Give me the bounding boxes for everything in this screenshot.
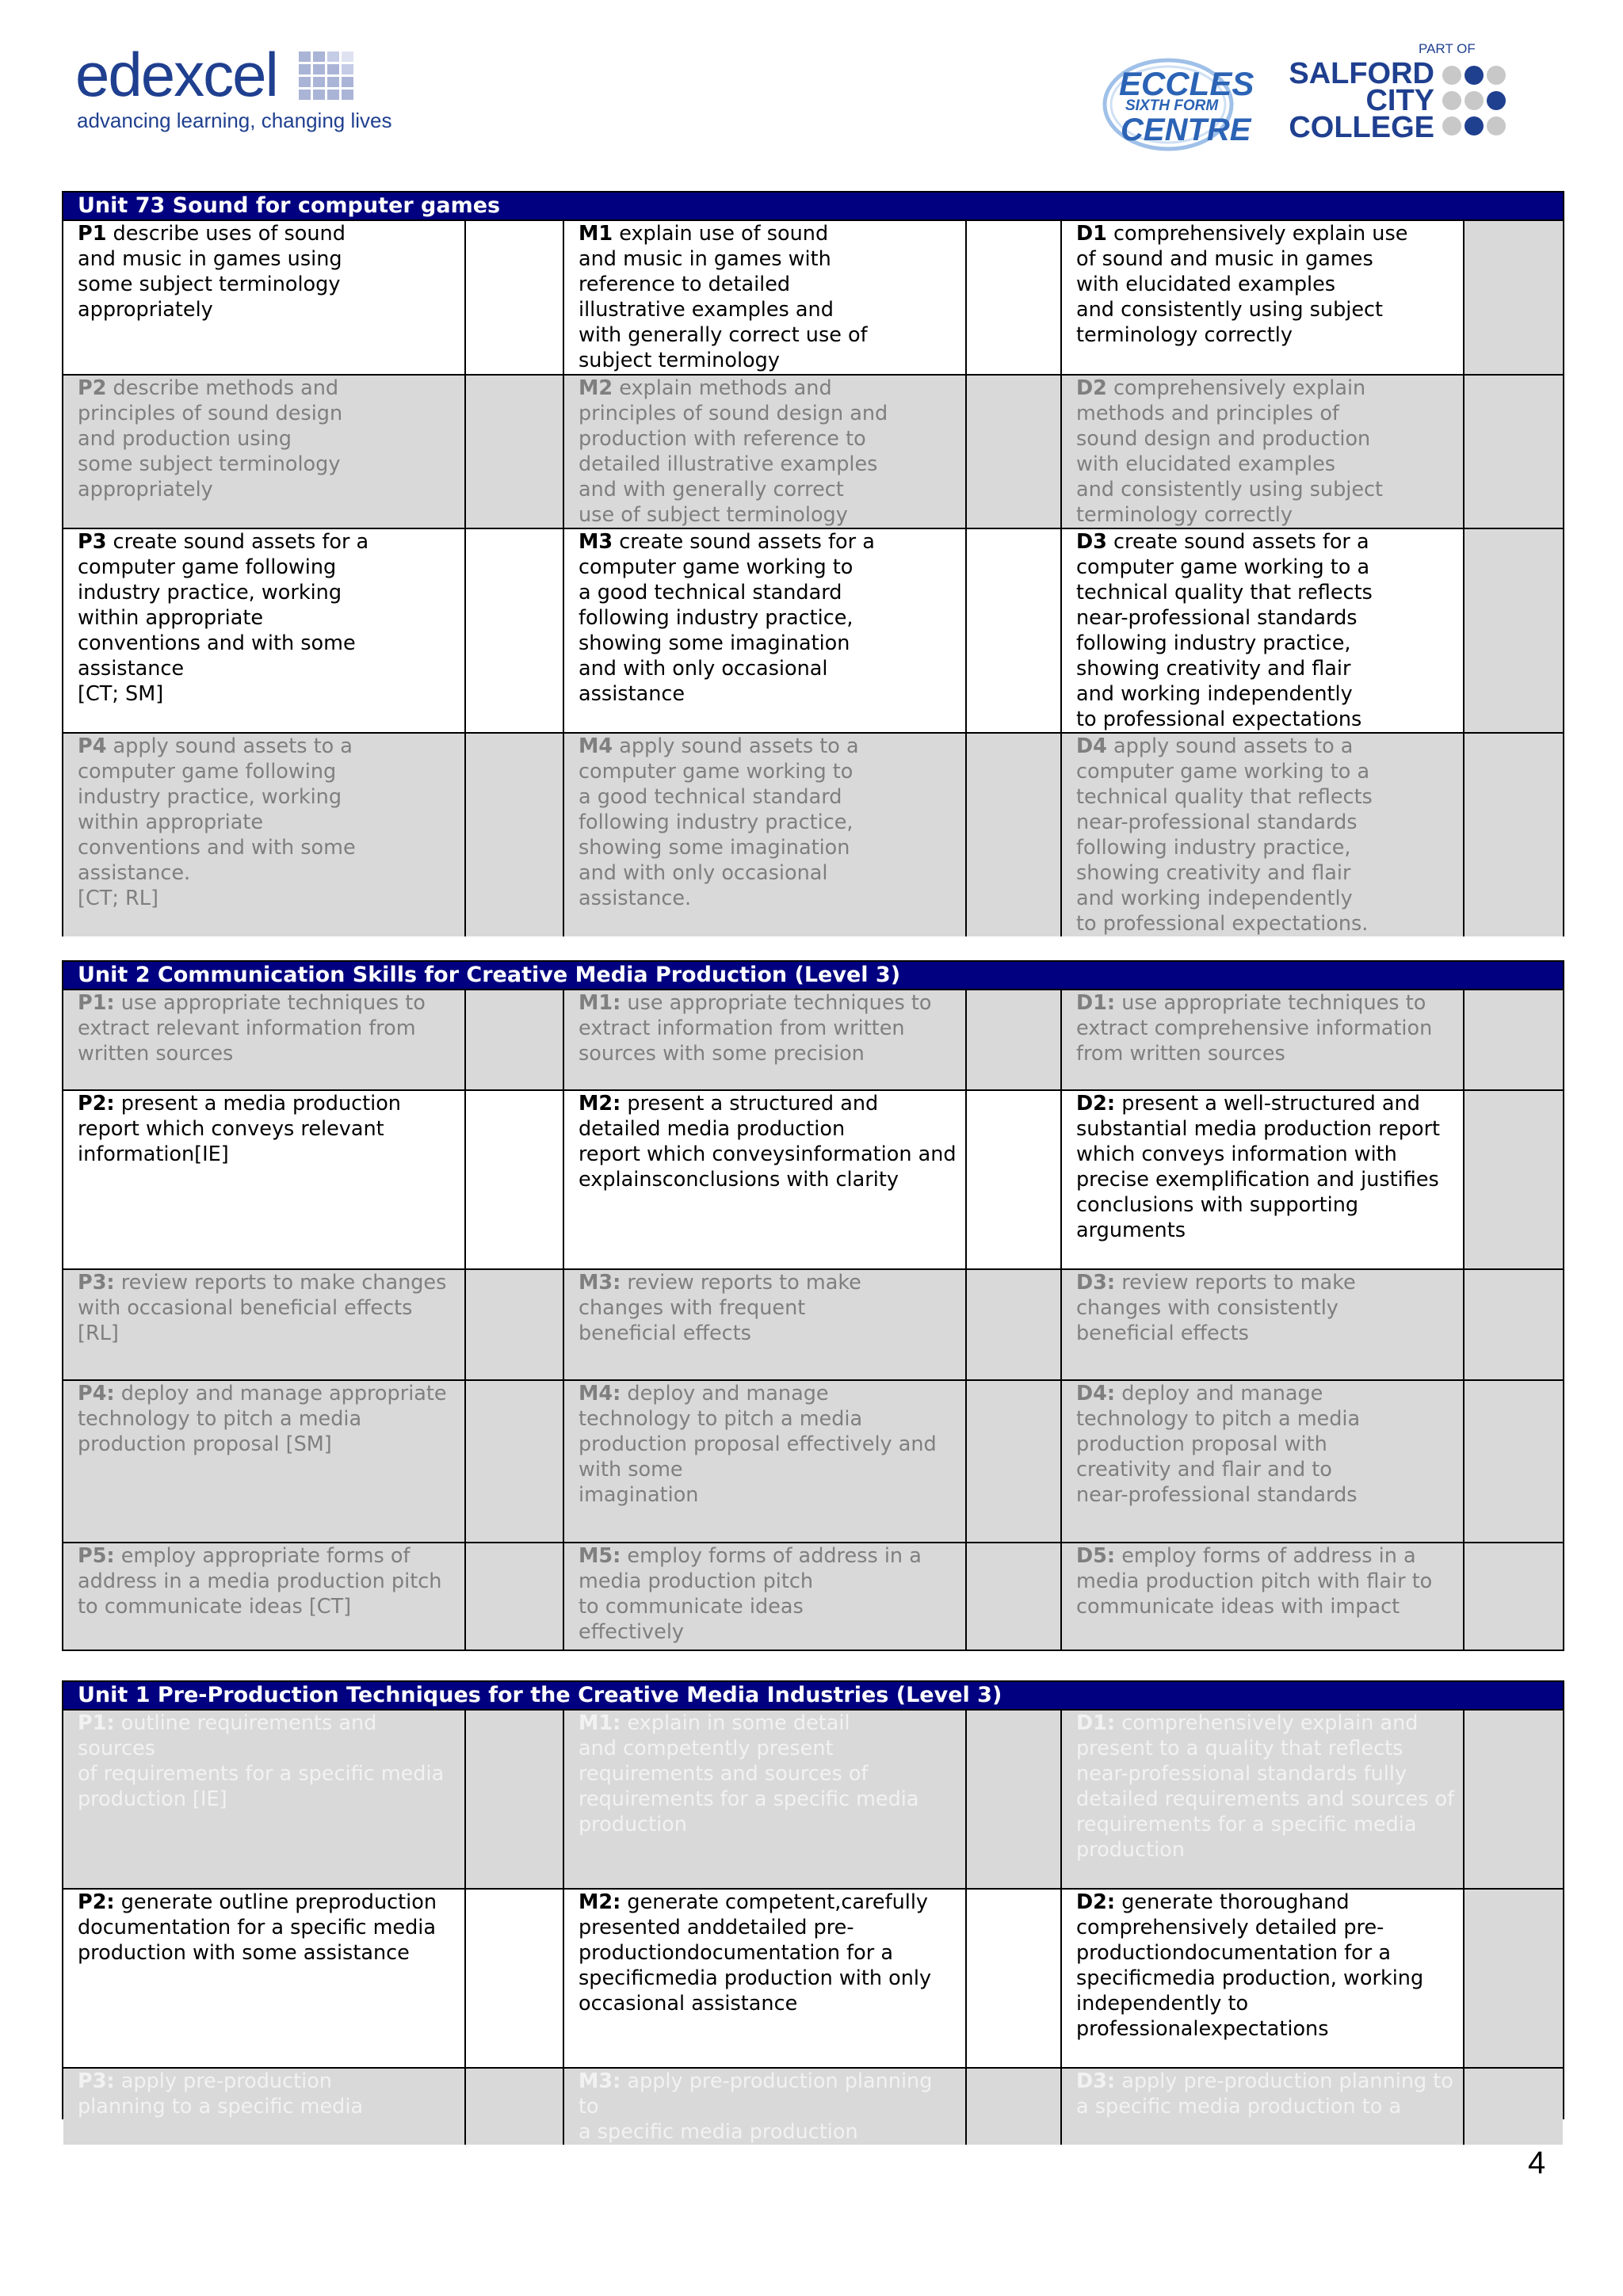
pass-tick-box[interactable] (466, 990, 564, 1089)
criteria-row (63, 374, 1563, 528)
unit-title: Unit 73 Sound for computer games (63, 193, 1563, 219)
pass-tick-box[interactable] (466, 1543, 564, 1650)
pass-criterion: P1: use appropriate techniques to extract relevant information from written sources (63, 990, 466, 1089)
eccles-subtitle: SIXTH FORM (1125, 97, 1219, 114)
pass-criterion: P2: present a media production report which conveys relevant information[IE] (63, 1091, 466, 1268)
pass-criterion: P3 create sound assets for a computer game following industry practice, working within appropriate conventions and with some assistance [CT; SM] (63, 529, 466, 732)
merit-tick-box[interactable] (967, 376, 1062, 528)
page-number: 4 (1528, 2145, 1546, 2180)
unit-1-table (62, 1680, 1564, 2144)
distinction-criterion: D2 comprehensively explain methods and principles of sound design and production with elucidated examples and consistently using subject terminology correctly (1062, 376, 1465, 528)
distinction-criterion: D1 comprehensively explain use of sound and music in games with elucidated examples and consistently using subject terminology correctly (1062, 221, 1465, 374)
distinction-criterion: D3 create sound assets for a computer game working to a technical quality that reflects near-professional standards following industry practice, showing creativity and flair and working independently to professional expectations (1062, 529, 1465, 732)
distinction-criterion: D4: deploy and manage technology to pitch a media production proposal with creativity and flair and to near-professional standards (1062, 1381, 1465, 1542)
distinction-tick-box[interactable] (1465, 1543, 1563, 1650)
merit-criterion: M3: review reports to make changes with frequent beneficial effects (564, 1270, 967, 1379)
merit-tick-box[interactable] (967, 1890, 1062, 2067)
merit-criterion: M2 explain methods and principles of sound design and production with reference to detailed illustrative examples and with generally correct use of subject terminology (564, 376, 967, 528)
pass-tick-box[interactable] (466, 2069, 564, 2145)
distinction-criterion: D3: apply pre-production planning to a specific media production to a (1062, 2069, 1465, 2145)
merit-tick-box[interactable] (967, 2069, 1062, 2145)
distinction-criterion: D2: present a well-structured and substantial media production report which conveys information with precise exemplification and justifies conclusions with supporting arguments (1062, 1091, 1465, 1268)
merit-tick-box[interactable] (967, 529, 1062, 732)
distinction-criterion: D2: generate thoroughand comprehensively detailed pre- productiondocumentation for a specificmedia production, working independently to professionalexpectations (1062, 1890, 1465, 2067)
edexcel-logo (75, 40, 392, 139)
unit-73-table (62, 191, 1564, 936)
salford-part-of: PART OF (1419, 41, 1476, 56)
unit-title: Unit 2 Communication Skills for Creative Media Production (Level 3) (63, 962, 1563, 989)
merit-tick-box[interactable] (967, 1543, 1062, 1650)
pass-criterion: P2: generate outline preproduction documentation for a specific media production with some assistance (63, 1890, 466, 2067)
salford-city-college-logo (1289, 41, 1529, 144)
pass-tick-box[interactable] (466, 1381, 564, 1542)
salford-line-1: SALFORD (1289, 57, 1434, 90)
criteria-row (63, 1709, 1563, 1888)
criteria-row (63, 1268, 1563, 1379)
distinction-criterion: D5: employ forms of address in a media production pitch with flair to communicate ideas with impact (1062, 1543, 1465, 1650)
pass-criterion: P4: deploy and manage appropriate technology to pitch a media production proposal [SM] (63, 1381, 466, 1542)
criteria-row (63, 219, 1563, 374)
distinction-tick-box[interactable] (1465, 1270, 1563, 1379)
salford-line-2: CITY (1365, 84, 1434, 117)
merit-tick-box[interactable] (967, 1381, 1062, 1542)
criteria-row (63, 1379, 1563, 1542)
criteria-row (63, 1542, 1563, 1650)
distinction-tick-box[interactable] (1465, 1890, 1563, 2067)
merit-tick-box[interactable] (967, 1270, 1062, 1379)
pass-criterion: P1 describe uses of sound and music in games using some subject terminology appropriately (63, 221, 466, 374)
criteria-row (63, 1888, 1563, 2067)
distinction-tick-box[interactable] (1465, 2069, 1563, 2145)
salford-line-3: COLLEGE (1289, 111, 1434, 144)
criteria-row (63, 989, 1563, 1089)
eccles-sixth-form-logo (1102, 54, 1254, 153)
pass-tick-box[interactable] (466, 1270, 564, 1379)
merit-tick-box[interactable] (967, 734, 1062, 936)
edexcel-tagline: advancing learning, changing lives (77, 109, 392, 132)
edexcel-wordmark: edexcel (75, 40, 277, 109)
pass-tick-box[interactable] (466, 376, 564, 528)
eccles-name: ECCLES (1119, 65, 1254, 102)
distinction-criterion: D1: use appropriate techniques to extract comprehensive information from written sources (1062, 990, 1465, 1089)
merit-criterion: M2: present a structured and detailed media production report which conveysinformation and explainsconclusions with clarity (564, 1091, 967, 1268)
merit-criterion: M4 apply sound assets to a computer game working to a good technical standard following industry practice, showing some imagination and with only occasional assistance. (564, 734, 967, 936)
distinction-tick-box[interactable] (1465, 1091, 1563, 1268)
unit-title: Unit 1 Pre-Production Techniques for the Creative Media Industries (Level 3) (63, 1682, 1563, 1709)
distinction-tick-box[interactable] (1465, 1711, 1563, 1888)
distinction-tick-box[interactable] (1465, 1381, 1563, 1542)
merit-criterion: M3: apply pre-production planning to a specific media production (564, 2069, 967, 2145)
merit-criterion: M2: generate competent,carefully presented anddetailed pre- productiondocumentation for a specificmedia production with only occasional assistance (564, 1890, 967, 2067)
criteria-row (63, 732, 1563, 935)
unit-2-table (62, 960, 1564, 1651)
merit-tick-box[interactable] (967, 990, 1062, 1089)
distinction-criterion: D1: comprehensively explain and present to a quality that reflects near-professional standards fully detailed requirements and sources of requirements for a specific media production (1062, 1711, 1465, 1888)
distinction-tick-box[interactable] (1465, 990, 1563, 1089)
distinction-criterion: D4 apply sound assets to a computer game working to a technical quality that reflects near-professional standards following industry practice, showing creativity and flair and working independently to professional expectations. (1062, 734, 1465, 936)
pass-criterion: P1: outline requirements and sources of requirements for a specific media production [IE] (63, 1711, 466, 1888)
pass-criterion: P3: apply pre-production planning to a specific media (63, 2069, 466, 2145)
pass-criterion: P5: employ appropriate forms of address in a media production pitch to communicate ideas [CT] (63, 1543, 466, 1650)
salford-dots-icon (1442, 61, 1529, 140)
criteria-row (63, 1089, 1563, 1268)
pass-criterion: P4 apply sound assets to a computer game following industry practice, working within appropriate conventions and with some assistance. [CT; RL] (63, 734, 466, 936)
eccles-centre: CENTRE (1121, 113, 1251, 147)
criteria-row (63, 528, 1563, 732)
distinction-tick-box[interactable] (1465, 376, 1563, 528)
merit-criterion: M5: employ forms of address in a media production pitch to communicate ideas effectively (564, 1543, 967, 1650)
pass-criterion: P2 describe methods and principles of sound design and production using some subject terminology appropriately (63, 376, 466, 528)
pass-tick-box[interactable] (466, 529, 564, 732)
pass-tick-box[interactable] (466, 221, 564, 374)
criteria-row (63, 2067, 1563, 2144)
merit-tick-box[interactable] (967, 1091, 1062, 1268)
merit-criterion: M1: use appropriate techniques to extract information from written sources with some precision (564, 990, 967, 1089)
distinction-tick-box[interactable] (1465, 529, 1563, 732)
distinction-tick-box[interactable] (1465, 221, 1563, 374)
distinction-tick-box[interactable] (1465, 734, 1563, 936)
pass-criterion: P3: review reports to make changes with occasional beneficial effects [RL] (63, 1270, 466, 1379)
pass-tick-box[interactable] (466, 1711, 564, 1888)
pass-tick-box[interactable] (466, 1091, 564, 1268)
edexcel-grid-icon (299, 51, 353, 101)
pass-tick-box[interactable] (466, 1890, 564, 2067)
merit-tick-box[interactable] (967, 1711, 1062, 1888)
distinction-criterion: D3: review reports to make changes with consistently beneficial effects (1062, 1270, 1465, 1379)
merit-criterion: M1 explain use of sound and music in games with reference to detailed illustrative examples and with generally correct use of subject terminology (564, 221, 967, 374)
merit-criterion: M4: deploy and manage technology to pitch a media production proposal effectively and with some imagination (564, 1381, 967, 1542)
merit-tick-box[interactable] (967, 221, 1062, 374)
pass-tick-box[interactable] (466, 734, 564, 936)
merit-criterion: M3 create sound assets for a computer game working to a good technical standard following industry practice, showing some imagination and with only occasional assistance (564, 529, 967, 732)
merit-criterion: M1: explain in some detail and competently present requirements and sources of requirements for a specific media production (564, 1711, 967, 1888)
